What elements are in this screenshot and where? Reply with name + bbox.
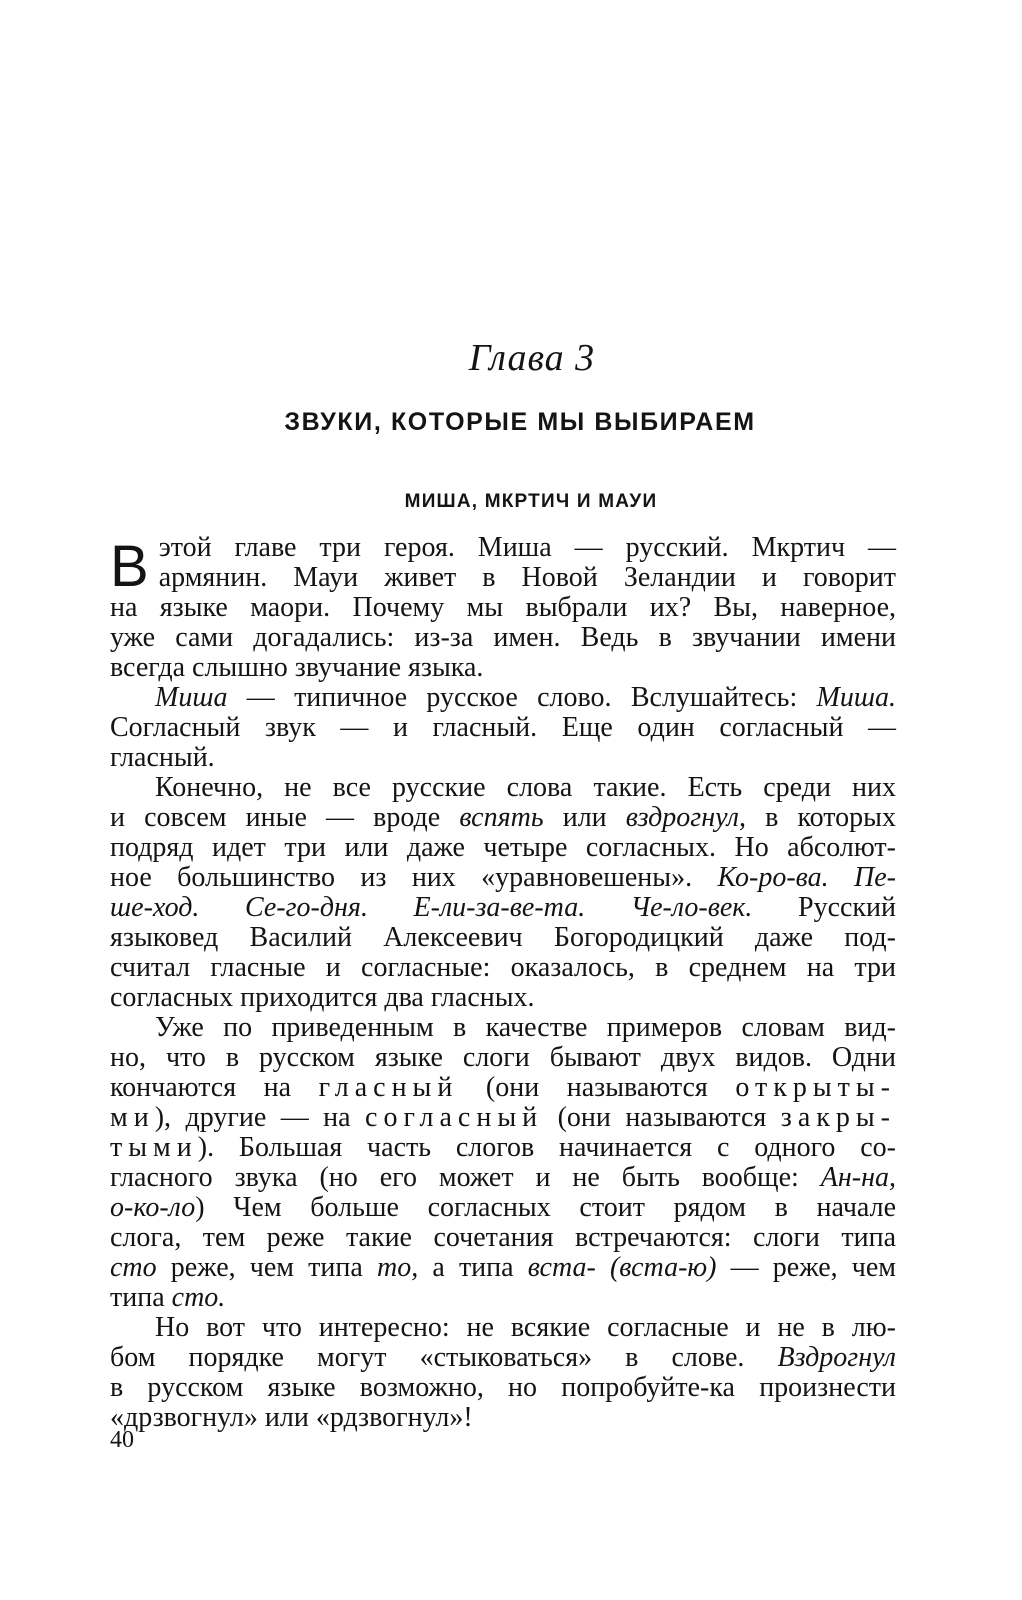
spaced-term: ми [110, 1102, 155, 1133]
spaced-term: тыми [110, 1132, 198, 1163]
text-line: но, что в русском языке слоги бывают двух видов. Одни [110, 1042, 896, 1073]
chapter-label: Глава 3 [468, 337, 596, 379]
text-run: реже, чем типа [156, 1252, 377, 1283]
text-run: бом порядке могут «стыковаться» в слове. [110, 1342, 778, 1373]
text-line [110, 803, 896, 833]
text-run: ное большинство из них «уравновешены». [110, 862, 718, 893]
paragraph-3 [110, 773, 896, 1013]
text-line [110, 1253, 896, 1283]
text-run: ) Чем больше согласных стоит рядом в начале [195, 1192, 896, 1223]
text-run: и совсем иные — вроде [110, 802, 460, 833]
text-line [110, 863, 896, 893]
text-line: этой главе три героя. Миша — русский. Мкртич — [158, 532, 896, 563]
drop-cap: В [110, 534, 149, 599]
italic-term: сто [110, 1252, 157, 1283]
text-run: а типа [418, 1252, 528, 1283]
text-line: согласных приходится два гласных. [110, 982, 535, 1013]
text-line [110, 1133, 896, 1163]
italic-term: о-ко-ло [110, 1192, 196, 1223]
italic-term: Ан-на, [820, 1162, 896, 1193]
text-run: или [543, 802, 626, 833]
text-run: (они называются [458, 1072, 736, 1103]
text-line [110, 1163, 896, 1193]
text-run: ). Большая часть слогов начинается с одного со- [197, 1132, 896, 1163]
text-line: считал гласные и согласные: оказалось, в среднем на три [110, 952, 896, 983]
italic-term: Вздрогнул [777, 1342, 896, 1373]
text-line: в русском языке возможно, но попробуйте-ка произнести [110, 1372, 896, 1403]
text-line: Но вот что интересно: не всякие согласные и не в лю- [155, 1312, 896, 1343]
spaced-term: открыты- [735, 1072, 896, 1103]
text-line: Согласный звук — и гласный. Еще один согласный — [110, 712, 896, 743]
text-line: армянин. Мауи живет в Новой Зеландии и говорит [158, 562, 896, 593]
text-line: Уже по приведенным в качестве примеров словам вид- [155, 1012, 896, 1043]
italic-term: Миша [155, 682, 228, 713]
spaced-term: закры- [780, 1102, 896, 1133]
text-run: типа [110, 1282, 172, 1313]
italic-term: сто. [171, 1282, 226, 1313]
text-line: всегда слышно звучание языка. [110, 652, 484, 683]
section-title: МИША, МКРТИЧ И МАУИ [404, 491, 658, 512]
italic-term: Ко-ро-ва. Пе- [717, 862, 896, 893]
text-line: подряд идет три или даже четыре согласных. Но абсолют- [110, 832, 896, 863]
text-line [110, 1343, 896, 1373]
paragraph-1 [110, 533, 896, 683]
page-number: 40 [110, 1427, 134, 1453]
paragraph-2 [110, 683, 896, 773]
text-run: — реже, чем [716, 1252, 897, 1283]
text-line: языковед Василий Алексеевич Богородицкий даже под- [110, 922, 896, 953]
text-line: уже сами догадались: из-за имен. Ведь в звучании имени [110, 622, 896, 653]
italic-term: ше-ход. Се-го-дня. Е-ли-за-ве-та. Че-ло-век. [110, 892, 753, 923]
text-run: кончаются на [110, 1072, 319, 1103]
chapter-title: ЗВУКИ, КОТОРЫЕ МЫ ВЫБИРАЕМ [284, 408, 756, 436]
text-line [110, 1283, 896, 1313]
text-run: в которых [746, 802, 896, 833]
italic-term: вспять [459, 802, 544, 833]
text-run: ), другие — на [154, 1102, 366, 1133]
italic-term: вста- (вста-ю) [527, 1252, 717, 1283]
text-line: «дрзвогнул» или «рдзвогнул»! [110, 1402, 473, 1433]
spaced-term: гласный [318, 1072, 459, 1103]
text-run: Русский [752, 892, 896, 923]
italic-term: Миша. [816, 682, 896, 713]
text-run: (они называются [543, 1102, 781, 1133]
text-line [110, 1103, 896, 1133]
text-run: — типичное русское слово. Вслушайтесь: [227, 682, 817, 713]
text-line: Конечно, не все русские слова такие. Есть среди них [155, 772, 896, 803]
text-line: на языке маори. Почему мы выбрали их? Вы, наверное, [110, 592, 896, 623]
text-line [110, 1193, 896, 1223]
text-line [110, 683, 896, 713]
body-text [110, 533, 896, 1433]
text-line [110, 893, 896, 923]
text-line: слога, тем реже такие сочетания встречаются: слоги типа [110, 1222, 896, 1253]
italic-term: вздрогнул, [625, 802, 746, 833]
italic-term: то, [376, 1252, 419, 1283]
text-line [110, 1073, 896, 1103]
text-line: гласный. [110, 742, 215, 773]
paragraph-5 [110, 1313, 896, 1433]
spaced-term: согласный [365, 1102, 544, 1133]
text-run: гласного звука (но его может и не быть вообще: [110, 1162, 821, 1193]
paragraph-4 [110, 1013, 896, 1313]
